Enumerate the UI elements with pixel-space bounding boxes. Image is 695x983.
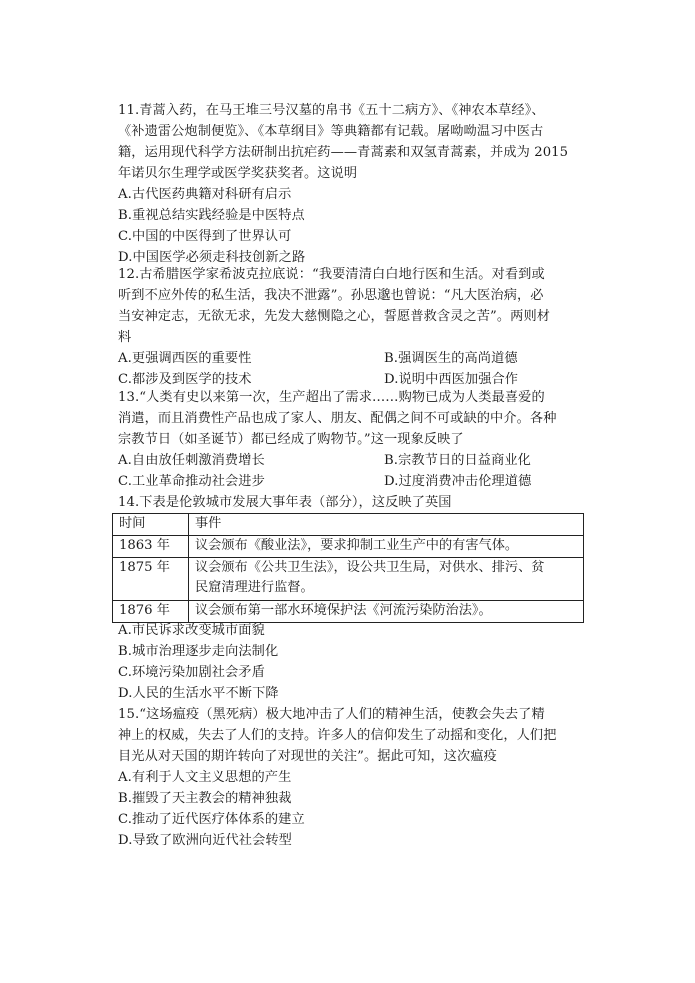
table-cell-event-line: 议会颁布《公共卫生法》，设公共卫生局，对供水、排污、贫	[195, 560, 545, 575]
question-15-stem-line-3: 目光从对天国的期许转向了对现世的关注”。据此可知，这次瘟疫	[118, 749, 497, 764]
question-14-option-b: B.城市治理逐步走向法制化	[118, 644, 279, 659]
question-11-option-d: D.中国医学必须走科技创新之路	[118, 250, 306, 265]
question-11-option-c: C.中国的中医得到了世界认可	[118, 229, 292, 244]
question-15-option-c: C.推动了近代医疗体体系的建立	[118, 812, 305, 827]
table-header-event: 事件	[189, 514, 584, 536]
table-cell-event-line: 议会颁布第一部水环境保护法《河流污染防治法》。	[195, 603, 492, 618]
question-13-option-c: C.工业革命推动社会进步	[118, 474, 265, 489]
question-14-option-c: C.环境污染加剧社会矛盾	[118, 665, 265, 680]
question-13-option-row-2	[118, 471, 588, 492]
london-events-table	[112, 513, 584, 623]
question-11-stem-line-3: 籍，运用现代科学方法研制出抗疟药——青蒿素和双氢青蒿素，并成为 2015	[118, 145, 569, 160]
question-11	[118, 100, 588, 268]
question-14	[118, 492, 588, 513]
question-12-stem-line-4: 料	[118, 330, 132, 345]
question-12-stem-line-2: 听到不应外传的私生活，我决不泄露”。孙思邈也曾说：“凡大医治病，必	[118, 288, 544, 303]
question-14-option-d: D.人民的生活水平不断下降	[118, 686, 279, 701]
question-15-option-a: A.有利于人文主义思想的产生	[118, 770, 292, 785]
question-14-option-a: A.市民诉求改变城市面貌	[118, 623, 265, 638]
table-cell-year: 1875 年	[113, 558, 189, 601]
question-13-option-d: D.过度消费冲击伦理道德	[384, 474, 532, 489]
question-12	[118, 264, 588, 390]
table-cell-year: 1863 年	[113, 536, 189, 558]
question-12-option-d: D.说明中西医加强合作	[384, 372, 519, 387]
question-15-option-b: B.摧毁了天主教会的精神独裁	[118, 791, 292, 806]
question-14-options	[118, 620, 588, 704]
question-13-option-row-1	[118, 450, 588, 471]
table-cell-event	[189, 536, 584, 558]
question-12-option-b: B.强调医生的高尚道德	[384, 351, 518, 366]
question-11-stem-line-2: 《补遗雷公炮制便览》、《本草纲目》等典籍都有记载。屠呦呦温习中医古	[118, 124, 544, 139]
question-12-stem-line-3: 当安神定志，无欲无求，先发大慈恻隐之心，誓愿普救含灵之苦”。两则材	[118, 309, 551, 324]
question-15	[118, 704, 588, 851]
question-13-stem-line-2: 消遣，而且消费性产品也成了家人、朋友、配偶之间不可或缺的中介。各种	[118, 411, 557, 426]
question-15-stem-line-1: 15.“这场瘟疫（黑死病）极大地冲击了人们的精神生活，使教会失去了精	[118, 707, 545, 722]
question-13-option-a: A.自由放任刺激消费增长	[118, 453, 265, 468]
question-15-option-d: D.导致了欧洲向近代社会转型	[118, 833, 292, 848]
table-header-row	[113, 514, 584, 536]
question-11-option-b: B.重视总结实践经验是中医特点	[118, 208, 305, 223]
question-12-stem-line-1: 12.古希腊医学家希波克拉底说：“我要清清白白地行医和生活。对看到或	[118, 267, 545, 282]
question-14-stem: 14.下表是伦敦城市发展大事年表（部分），这反映了英国	[118, 495, 452, 510]
question-15-stem-line-2: 神上的权威，失去了人们的支持。许多人的信仰发生了动摇和变化，人们把	[118, 728, 557, 743]
table-cell-event-line: 民窟清理进行监督。	[195, 580, 314, 595]
question-13	[118, 387, 588, 492]
table-cell-event-line: 议会颁布《酸业法》，要求抑制工业生产中的有害气体。	[195, 538, 519, 553]
question-12-option-c: C.都涉及到医学的技术	[118, 372, 252, 387]
table-row	[113, 558, 584, 601]
table-cell-event	[189, 558, 584, 601]
question-12-option-row-1	[118, 348, 588, 369]
question-13-option-b: B.宗教节日的日益商业化	[384, 453, 531, 468]
question-12-option-a: A.更强调西医的重要性	[118, 351, 252, 366]
question-11-stem-line-1: 11.青蒿入药，在马王堆三号汉墓的帛书《五十二病方》、《神农本草经》、	[118, 103, 545, 118]
question-13-stem-line-1: 13.“人类有史以来第一次，生产超出了需求……购物已成为人类最喜爱的	[118, 390, 545, 405]
table-cell-year: 1876 年	[113, 601, 189, 623]
question-11-option-a: A.古代医药典籍对科研有启示	[118, 187, 292, 202]
question-11-stem-line-4: 年诺贝尔生理学或医学奖获奖者。这说明	[118, 166, 358, 181]
table-header-time: 时间	[113, 514, 189, 536]
question-13-stem-line-3: 宗教节日（如圣诞节）都已经成了购物节。”这一现象反映了	[118, 432, 464, 447]
table-row	[113, 536, 584, 558]
